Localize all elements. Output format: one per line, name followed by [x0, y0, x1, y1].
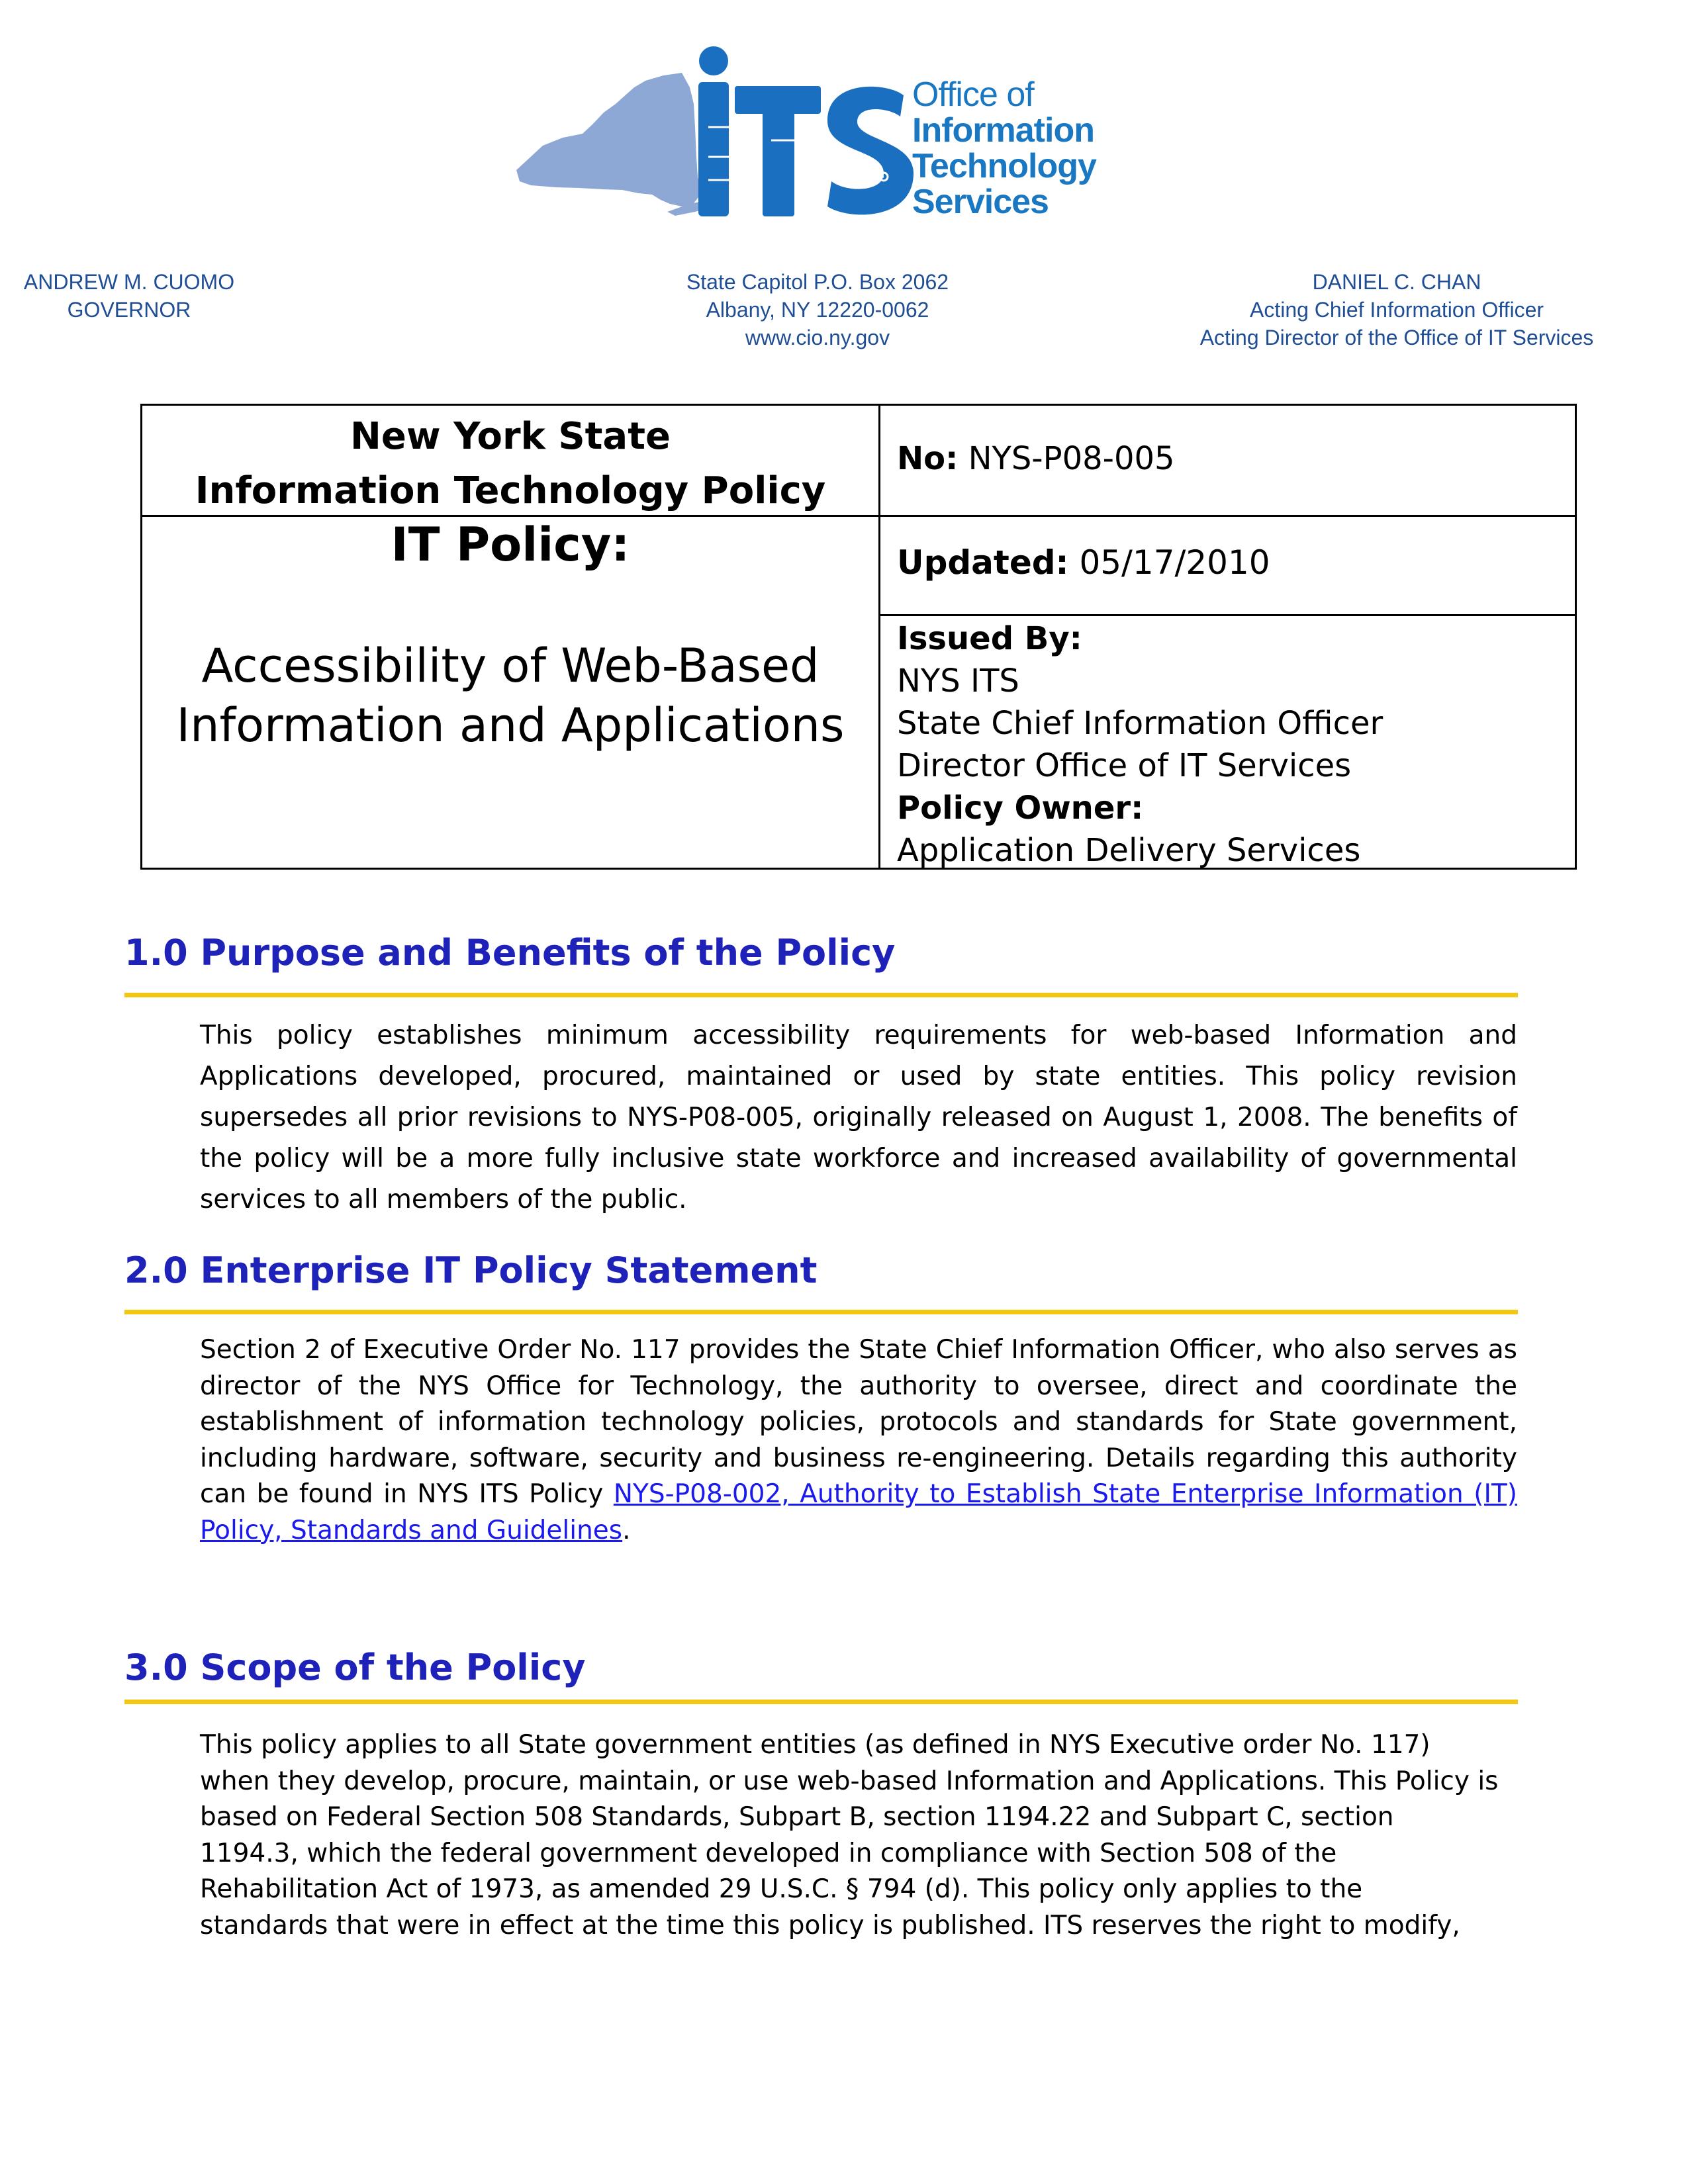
policy-label: IT Policy:: [391, 518, 630, 572]
its-i-dot: [699, 46, 728, 75]
address-line-2: Albany, NY 12220-0062: [706, 298, 929, 322]
policy-owner-label: Policy Owner:: [897, 790, 1144, 827]
table-divider-vertical: [878, 406, 880, 868]
policy-title: [142, 636, 878, 755]
governor-title: GOVERNOR: [67, 298, 191, 322]
section-2-rule: [124, 1310, 1518, 1314]
its-s-glyph: [827, 87, 914, 215]
table-divider-right-2: [878, 614, 1577, 616]
section-2-text: Section 2 of Executive Order No. 117 provides the State Chief Information Officer, who also serves as director of the NYS Office for Technology, the authority to oversee, direct and coordinate the establishment of information technology policies, protocols and standards for State government, including hardware, software, security and business re-engineering. Details regarding this authority can be found in NYS ITS Policy: [200, 1335, 1517, 1509]
letterhead-address: [632, 268, 1003, 351]
heading-line-2: Information Technology Policy: [195, 469, 826, 512]
heading-line-1: New York State: [350, 415, 671, 458]
policy-number-value: NYS-P08-005: [968, 440, 1175, 477]
policy-title-line-1: Accessibility of Web-Based: [201, 639, 820, 693]
logo-office-of: Office of: [912, 75, 1034, 114]
issued-by-label: Issued By:: [897, 620, 1082, 657]
updated-label: Updated:: [897, 543, 1069, 582]
updated-date: [897, 543, 1270, 582]
new-york-state-map-icon: [516, 73, 727, 216]
section-3-line-2: when they develop, procure, maintain, or use web-based Information and Applications. This Policy is: [200, 1766, 1499, 1796]
cio-name: DANIEL C. CHAN: [1312, 270, 1481, 294]
website-link[interactable]: www.cio.ny.gov: [745, 326, 890, 349]
policy-number: [897, 440, 1175, 477]
cio-title-1: Acting Chief Information Officer: [1249, 298, 1544, 322]
section-3-line-6: standards that were in effect at the time this policy is published. ITS reserves the right to modify,: [200, 1910, 1460, 1940]
table-divider-right-1: [878, 515, 1577, 517]
section-2-body: [200, 1332, 1517, 1549]
section-1-rule: [124, 993, 1518, 997]
issued-by-line-3: Director Office of IT Services: [897, 747, 1352, 784]
issued-by-line-2: State Chief Information Officer: [897, 705, 1383, 742]
section-1-heading: 1.0 Purpose and Benefits of the Policy: [124, 932, 896, 974]
section-3-line-4: 1194.3, which the federal government developed in compliance with Section 508 of the: [200, 1838, 1337, 1868]
section-3-rule: [124, 1700, 1518, 1704]
policy-p08-002-link[interactable]: NYS-P08-002, Authority to Establish State Enterprise Information (IT) Policy, Standards and Guidelines: [200, 1479, 1517, 1545]
section-3-body: [200, 1727, 1517, 1944]
policy-number-label: No:: [897, 440, 959, 477]
section-2-text-end: .: [622, 1515, 631, 1545]
logo-information: Information: [912, 111, 1094, 150]
policy-owner-value: Application Delivery Services: [897, 832, 1361, 869]
letterhead-cio: [1152, 268, 1642, 351]
table-heading: [142, 410, 878, 518]
section-3-line-5: Rehabilitation Act of 1973, as amended 29 U.S.C. § 794 (d). This policy only applies to the: [200, 1874, 1363, 1904]
section-3-heading: 3.0 Scope of the Policy: [124, 1647, 586, 1688]
updated-value: 05/17/2010: [1079, 543, 1270, 582]
governor-name: ANDREW M. CUOMO: [23, 270, 235, 294]
issued-by-line-1: NYS ITS: [897, 662, 1019, 700]
its-t-stem: [763, 86, 794, 216]
section-3-line-1: This policy applies to all State government entities (as defined in NYS Executive order No. 117): [200, 1730, 1430, 1760]
policy-title-line-2: Information and Applications: [176, 698, 845, 752]
section-2-heading: 2.0 Enterprise IT Policy Statement: [124, 1250, 818, 1291]
logo-services: Services: [912, 183, 1049, 221]
section-3-line-3: based on Federal Section 508 Standards, Subpart B, section 1194.22 and Subpart C, section: [200, 1802, 1394, 1832]
address-line-1: State Capitol P.O. Box 2062: [686, 270, 949, 294]
logo-technology: Technology: [912, 147, 1096, 185]
its-i-stem: [698, 82, 729, 216]
policy-header-table: [140, 404, 1577, 870]
section-1-body: This policy establishes minimum accessibility requirements for web-based Information and Applications developed, procured, maintained or used by state entities. This policy revision supersedes all prior revisions to NYS-P08-005, originally released on August 1, 2008. The benefits of the policy will be a more fully inclusive state workforce and increased availability of governmental services to all members of the public.: [200, 1021, 1517, 1214]
issued-by-block: [897, 617, 1383, 872]
letterhead-governor: [7, 268, 252, 324]
cio-title-2: Acting Director of the Office of IT Services: [1199, 326, 1594, 349]
